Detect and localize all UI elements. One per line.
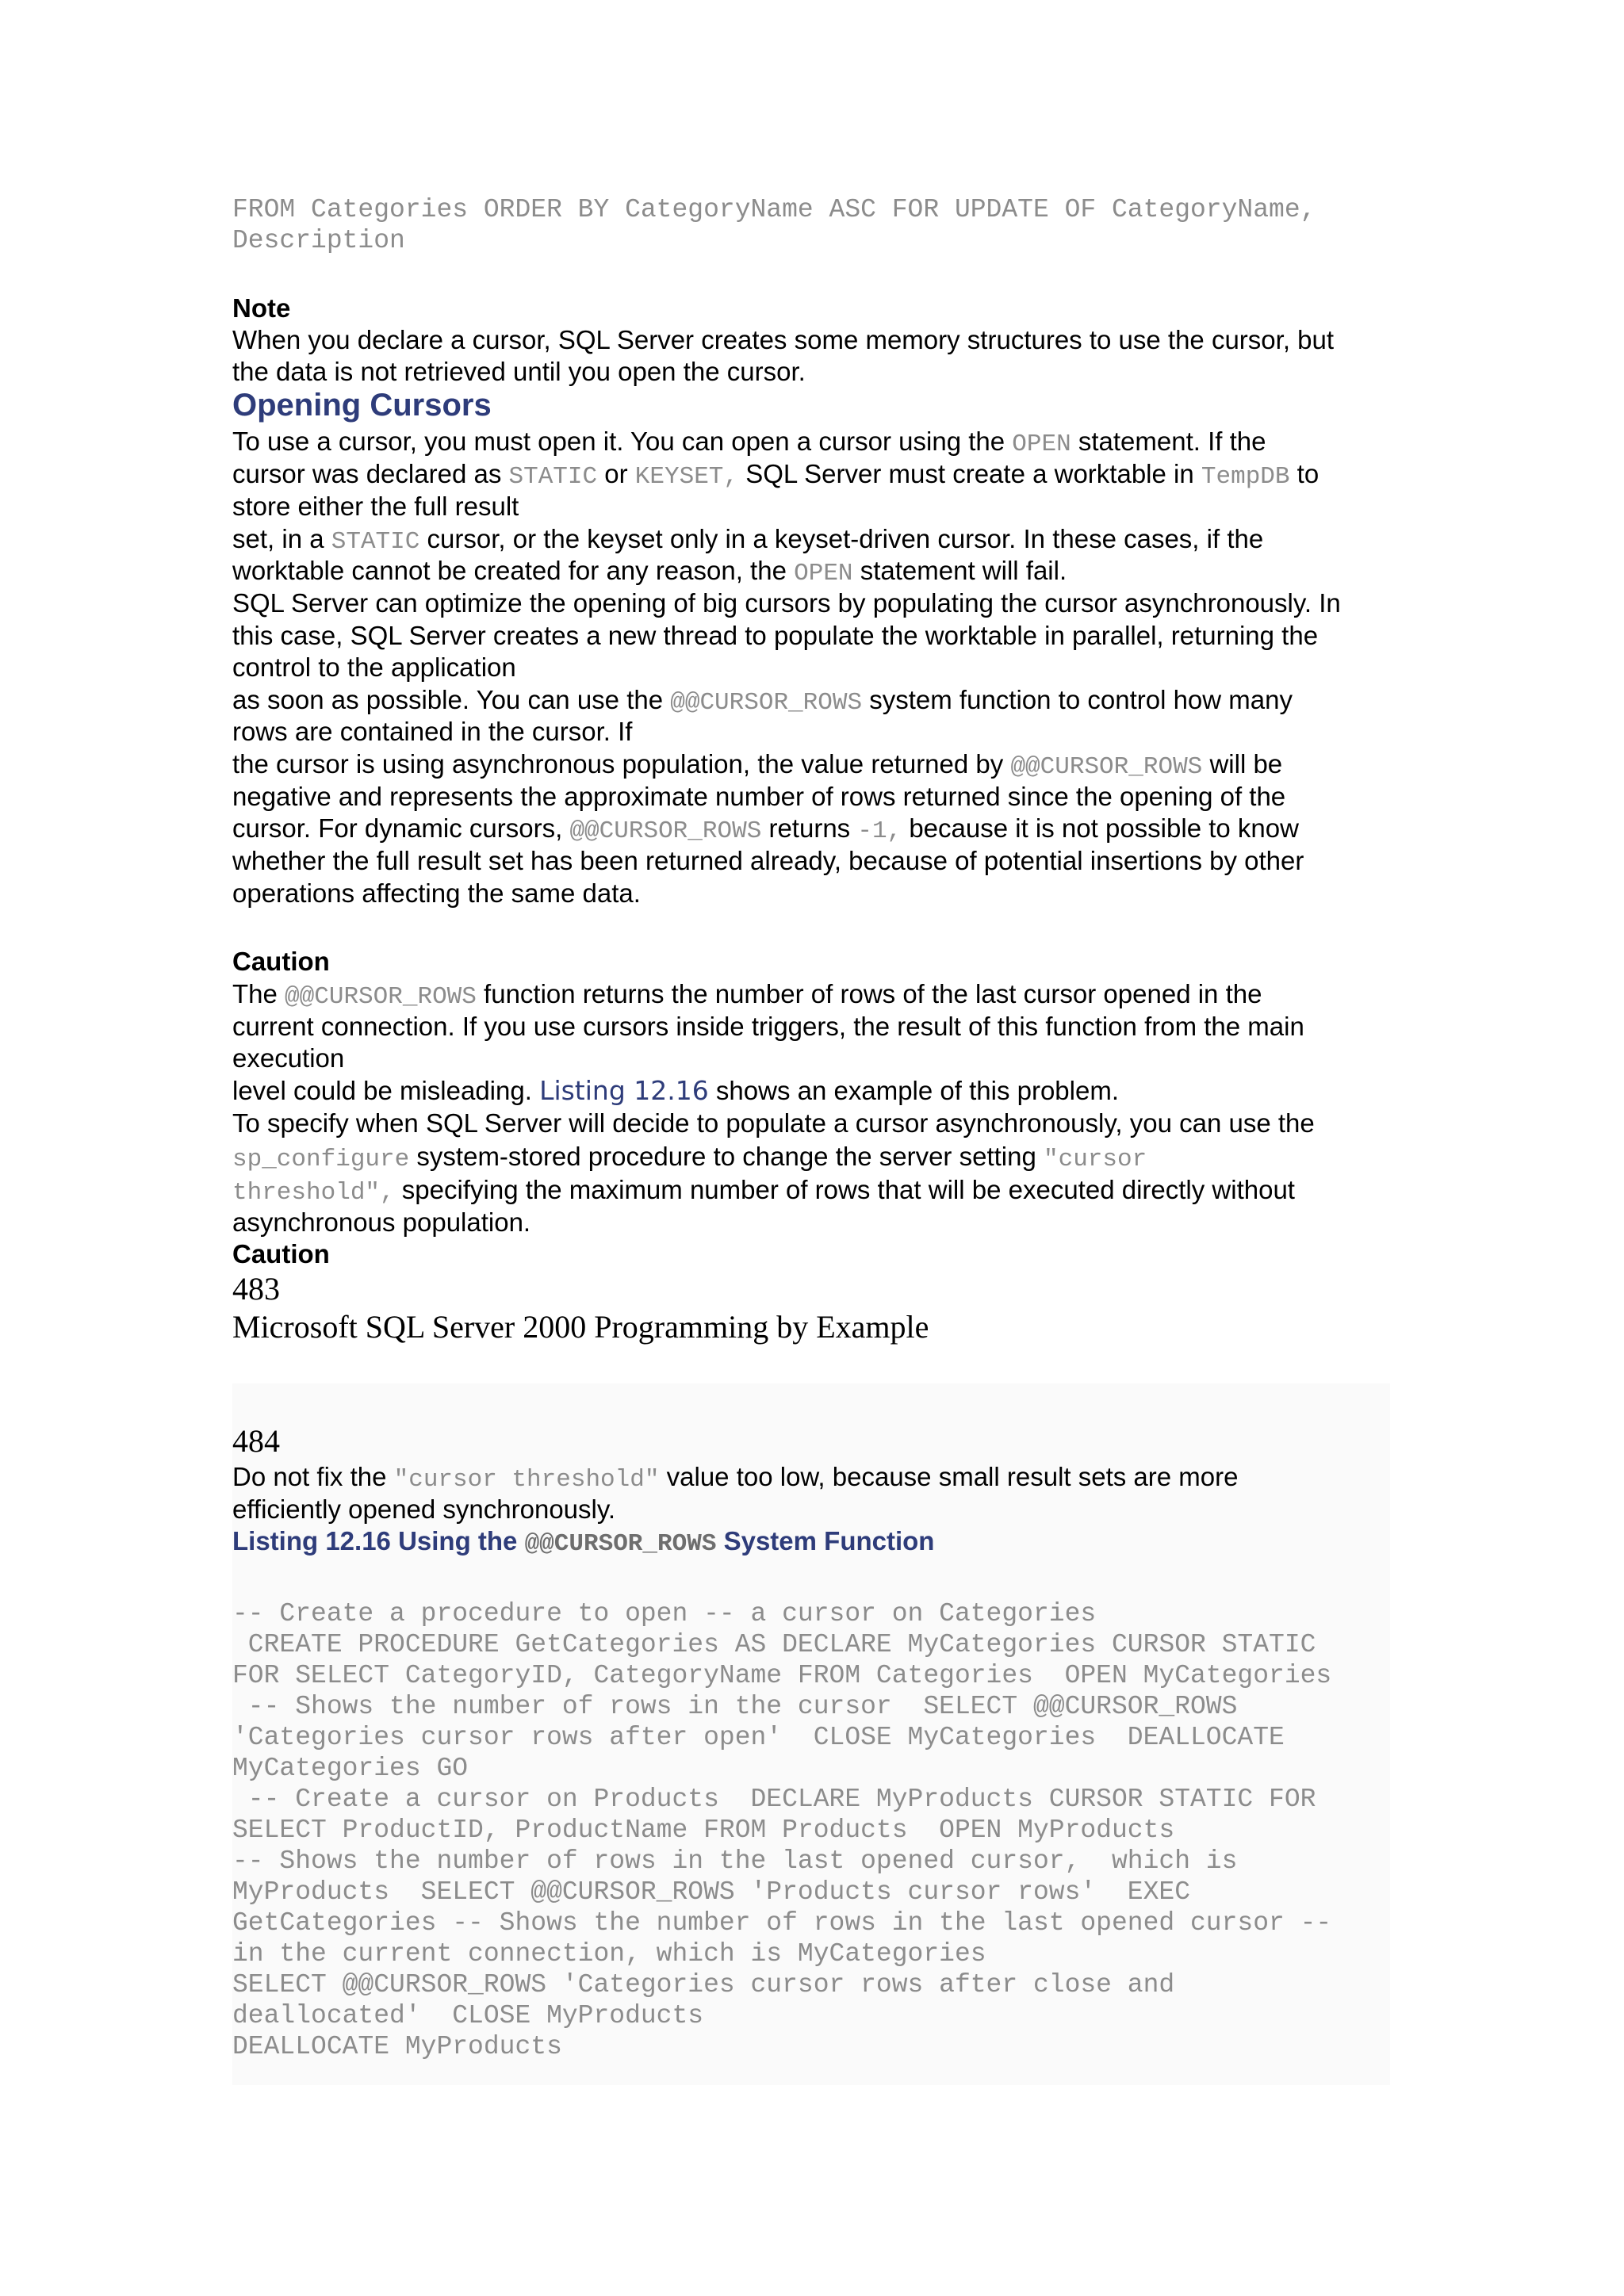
- code-line: Description: [232, 226, 405, 255]
- inline-code: TempDB: [1201, 463, 1290, 491]
- book-title: Microsoft SQL Server 2000 Programming by Example: [232, 1309, 929, 1345]
- paragraph-line: whether the full result set has been returned already, because of potential insertions by other: [232, 846, 1304, 875]
- paragraph-line: Do not fix the "cursor threshold" value too low, because small result sets are more: [232, 1462, 1239, 1494]
- paragraph-line: as soon as possible. You can use the @@CURSOR_ROWS system function to control how many: [232, 685, 1293, 717]
- inline-code: "cursor threshold": [393, 1466, 660, 1494]
- code-line: CREATE PROCEDURE GetCategories AS DECLARE MyCategories CURSOR STATIC: [232, 1630, 1316, 1659]
- listing-caption: Listing 12.16 Using the @@CURSOR_ROWS System Function: [232, 1526, 935, 1558]
- code-line: FROM Categories ORDER BY CategoryName ASC FOR UPDATE OF CategoryName,: [232, 195, 1316, 224]
- inline-code: STATIC: [331, 528, 420, 556]
- paragraph-line: sp_configure system-stored procedure to change the server setting "cursor: [232, 1142, 1147, 1173]
- inline-code: @@CURSOR_ROWS: [670, 689, 863, 717]
- paragraph-line: worktable cannot be created for any reason, the OPEN statement will fail.: [232, 556, 1067, 587]
- code-line: -- Create a cursor on Products DECLARE MyProducts CURSOR STATIC FOR: [232, 1785, 1316, 1814]
- inline-code: @@CURSOR_ROWS: [1010, 753, 1203, 781]
- paragraph-line: this case, SQL Server creates a new thread to populate the worktable in parallel, returning the: [232, 621, 1319, 650]
- inline-code: @@CURSOR_ROWS: [524, 1530, 717, 1558]
- paragraph-line: current connection. If you use cursors inside triggers, the result of this function from the main: [232, 1012, 1304, 1041]
- inline-code: threshold",: [232, 1179, 395, 1207]
- caution-label: Caution: [232, 947, 330, 976]
- inline-code: OPEN: [794, 560, 853, 587]
- paragraph-line: cursor. For dynamic cursors, @@CURSOR_ROWS returns -1, because it is not possible to know: [232, 813, 1299, 845]
- paragraph-line: asynchronous population.: [232, 1207, 531, 1237]
- paragraph-line: To specify when SQL Server will decide to populate a cursor asynchronously, you can use the: [232, 1108, 1315, 1138]
- inline-code: @@CURSOR_ROWS: [569, 817, 762, 845]
- paragraph-line: rows are contained in the cursor. If: [232, 717, 633, 746]
- code-line: 'Categories cursor rows after open' CLOSE MyCategories DEALLOCATE: [232, 1723, 1285, 1752]
- paragraph-line: level could be misleading. Listing 12.16 shows an example of this problem.: [232, 1075, 1120, 1106]
- paragraph-line: set, in a STATIC cursor, or the keyset only in a keyset-driven cursor. In these cases, if the: [232, 524, 1264, 556]
- inline-code: sp_configure: [232, 1146, 410, 1173]
- paragraph-line: store either the full result: [232, 492, 519, 521]
- paragraph-line: execution: [232, 1043, 345, 1073]
- caution-label: Caution: [232, 1239, 330, 1269]
- code-line: deallocated' CLOSE MyProducts: [232, 2001, 704, 2030]
- code-line: MyCategories GO: [232, 1754, 469, 1783]
- paragraph-line: cursor was declared as STATIC or KEYSET, SQL Server must create a worktable in TempDB to: [232, 459, 1320, 491]
- inline-code: "cursor: [1043, 1146, 1147, 1173]
- code-line: -- Create a procedure to open -- a cursor on Categories: [232, 1599, 1097, 1628]
- page-number: 484: [232, 1423, 280, 1459]
- code-line: SELECT @@CURSOR_ROWS 'Categories cursor rows after close and: [232, 1970, 1175, 1999]
- code-line: GetCategories -- Shows the number of rows in the last opened cursor --: [232, 1908, 1332, 1938]
- code-line: -- Shows the number of rows in the cursor SELECT @@CURSOR_ROWS: [232, 1692, 1238, 1721]
- code-line: DEALLOCATE MyProducts: [232, 2032, 562, 2061]
- code-line: FOR SELECT CategoryID, CategoryName FROM Categories OPEN MyCategories: [232, 1661, 1332, 1690]
- listing-link[interactable]: Listing 12.16: [539, 1075, 709, 1106]
- paragraph-line: control to the application: [232, 652, 516, 682]
- inline-code: -1,: [857, 817, 902, 845]
- note-text: When you declare a cursor, SQL Server creates some memory structures to use the cursor, but: [232, 325, 1335, 354]
- inline-code: STATIC: [508, 463, 598, 491]
- paragraph-line: To use a cursor, you must open it. You can open a cursor using the OPEN statement. If the: [232, 427, 1266, 458]
- paragraph-line: efficiently opened synchronously.: [232, 1494, 616, 1524]
- code-line: MyProducts SELECT @@CURSOR_ROWS 'Products cursor rows' EXEC: [232, 1877, 1190, 1907]
- code-line: SELECT ProductID, ProductName FROM Products OPEN MyProducts: [232, 1816, 1175, 1845]
- page-number: 483: [232, 1271, 280, 1307]
- inline-code: OPEN: [1012, 430, 1071, 458]
- paragraph-line: negative and represents the approximate number of rows returned since the opening of the: [232, 782, 1286, 811]
- section-heading: Opening Cursors: [232, 388, 492, 423]
- note-label: Note: [232, 293, 291, 323]
- paragraph-line: operations affecting the same data.: [232, 878, 641, 908]
- paragraph-line: The @@CURSOR_ROWS function returns the number of rows of the last cursor opened in the: [232, 979, 1262, 1011]
- paragraph-line: threshold", specifying the maximum number of rows that will be executed directly without: [232, 1175, 1295, 1207]
- paragraph-line: SQL Server can optimize the opening of big cursors by populating the cursor asynchronously. In: [232, 588, 1341, 618]
- inline-code: KEYSET,: [634, 463, 739, 491]
- code-line: -- Shows the number of rows in the last opened cursor, which is: [232, 1846, 1238, 1876]
- note-text: the data is not retrieved until you open the cursor.: [232, 357, 806, 386]
- paragraph-line: the cursor is using asynchronous population, the value returned by @@CURSOR_ROWS will be: [232, 749, 1283, 781]
- inline-code: @@CURSOR_ROWS: [285, 983, 477, 1011]
- code-line: in the current connection, which is MyCategories: [232, 1939, 986, 1969]
